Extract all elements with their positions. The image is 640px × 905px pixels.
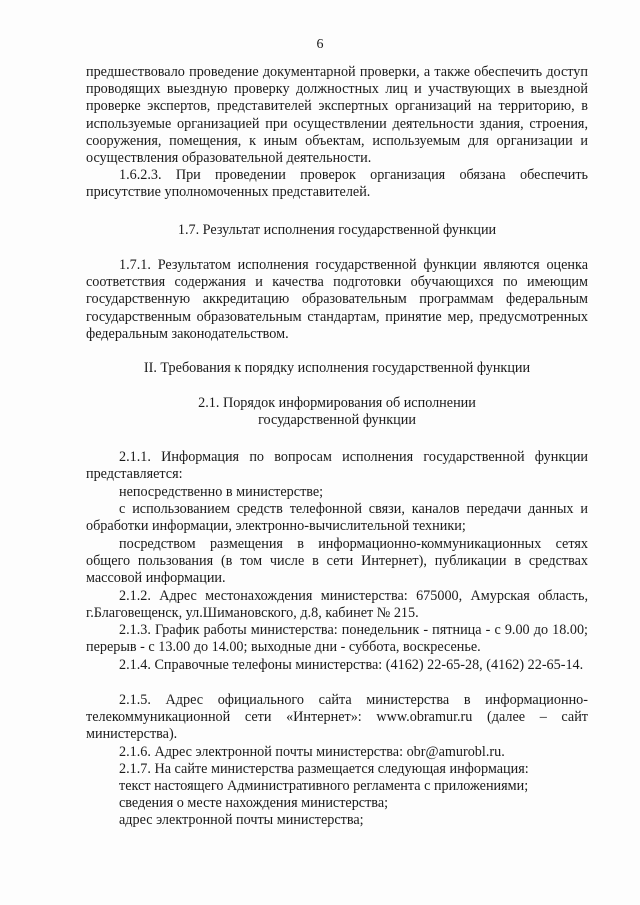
heading-1-7: 1.7. Результат исполнения государственной функции bbox=[177, 222, 497, 238]
list-item-internet: посредством размещения в информационно-коммуникационных сетях общего пользования (в том числе в сети Интернет), публикации в средствах массовой информации. bbox=[86, 536, 588, 587]
paragraph-2-1-6: 2.1.6. Адрес электронной почты министерства: obr@amurobl.ru. bbox=[119, 744, 505, 760]
paragraph-2-1-5: 2.1.5. Адрес официального сайта министерства в информационно-телекоммуникационной сети «Интернет»: www.obramur.ru (далее – сайт министерства). bbox=[86, 692, 588, 743]
heading-section-II: II. Требования к порядку исполнения государственной функции bbox=[143, 360, 531, 376]
paragraph-2-1-3: 2.1.3. График работы министерства: понедельник - пятница - с 9.00 до 18.00; перерыв - с 13.00 до 14.00; выходные дни - суббота, воскресенье. bbox=[86, 622, 588, 656]
heading-2-1-line-1: 2.1. Порядок информирования об исполнении bbox=[198, 395, 476, 411]
paragraph-1-7-1: 1.7.1. Результатом исполнения государственной функции являются оценка соответствия содержания и качества подготовки обучающихся по имеющим государственную аккредитацию образовательным программам федеральным государственным образовательным стандартам, принятие мер, предусмотренных федеральным законодательством. bbox=[86, 257, 588, 342]
paragraph-intro: предшествовало проведение документарной проверки, а также обеспечить доступ проводящих выездную проверку должностных лиц и участвующих в выездной проверке экспертов, представителей экспертных организаций на территорию, в используемые организацией при осуществлении деятельности здания, строения, сооружения, помещения, к иным объектам, используемым для организации и осуществления образовательной деятельности. bbox=[86, 64, 588, 167]
paragraph-2-1-7: 2.1.7. На сайте министерства размещается следующая информация: bbox=[119, 761, 529, 777]
list-item-telephone: с использованием средств телефонной связи, каналов передачи данных и обработки информации, электронно-вычислительной техники; bbox=[86, 501, 588, 535]
list-item-regulation-text: текст настоящего Административного регламента с приложениями; bbox=[119, 778, 529, 794]
page-number: 6 bbox=[316, 37, 324, 52]
list-item-email: адрес электронной почты министерства; bbox=[119, 812, 364, 828]
list-item-location: сведения о месте нахождения министерства; bbox=[119, 795, 389, 811]
list-item-in-ministry: непосредственно в министерстве; bbox=[119, 484, 324, 500]
paragraph-2-1-2: 2.1.2. Адрес местонахождения министерства: 675000, Амурская область, г.Благовещенск, ул.Шимановского, д.8, кабинет № 215. bbox=[86, 588, 588, 622]
paragraph-2-1-4: 2.1.4. Справочные телефоны министерства: (4162) 22-65-28, (4162) 22-65-14. bbox=[119, 657, 584, 673]
heading-2-1 bbox=[86, 395, 588, 429]
heading-2-1-line-2: государственной функции bbox=[258, 412, 416, 429]
paragraph-1-6-2-3: 1.6.2.3. При проведении проверок организация обязана обеспечить присутствие уполномоченных представителей. bbox=[86, 167, 588, 201]
paragraph-2-1-1: 2.1.1. Информация по вопросам исполнения государственной функции представляется: bbox=[86, 449, 588, 483]
